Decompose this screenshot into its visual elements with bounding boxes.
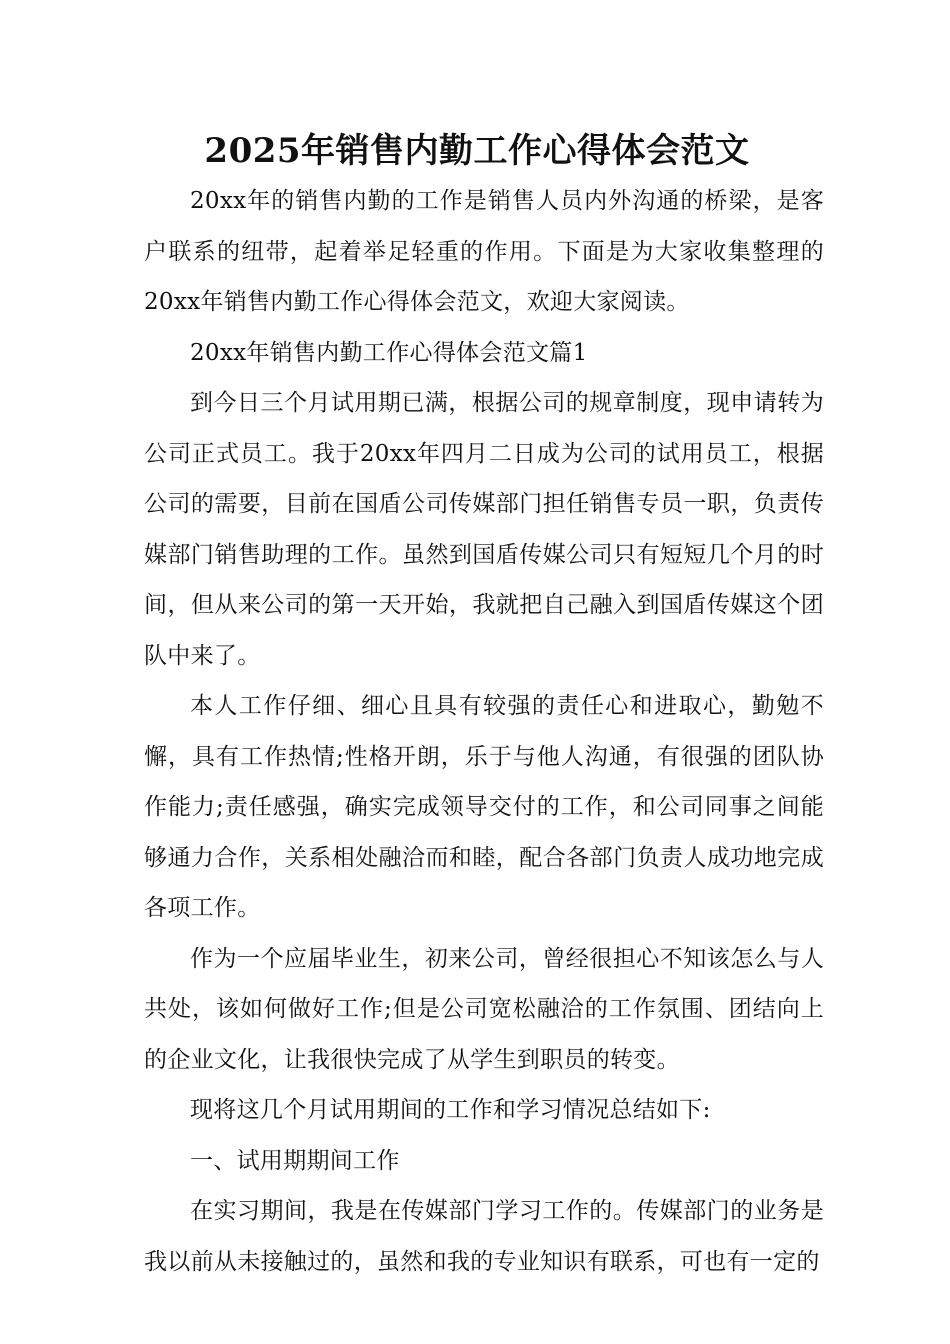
body-paragraph: 到今日三个月试用期已满，根据公司的规章制度，现申请转为公司正式员工。我于20xx年四月二日成为公司的试用员工，根据公司的需要，目前在国盾公司传媒部门担任销售专员一职，负责传媒部门销售助理的工作。虽然到国盾传媒公司只有短短几个月的时间，但从来公司的第一天开始，我就把自己融入到国盾传媒这个团队中来了。: [144, 390, 824, 669]
document-title: 2025年销售内勤工作心得体会范文: [204, 131, 750, 171]
body-paragraph: 现将这几个月试用期间的工作和学习情况总结如下:: [190, 1097, 711, 1123]
section-heading-probation-work: 一、试用期期间工作: [190, 1147, 400, 1174]
body-paragraph: 在实习期间，我是在传媒部门学习工作的。传媒部门的业务是我以前从未接触过的，虽然和我的专业知识有联系，可也有一定的: [144, 1198, 824, 1275]
body-paragraph: 作为一个应届毕业生，初来公司，曾经很担心不知该怎么与人共处，该如何做好工作;但是公司宽松融洽的工作氛围、团结向上的企业文化，让我很快完成了从学生到职员的转变。: [144, 945, 824, 1073]
intro-paragraph: 20xx年的销售内勤的工作是销售人员内外沟通的桥梁，是客户联系的纽带，起着举足轻重的作用。下面是为大家收集整理的20xx年销售内勤工作心得体会范文，欢迎大家阅读。: [144, 188, 824, 315]
section-heading-article-1: 20xx年销售内勤工作心得体会范文篇1: [190, 339, 588, 366]
body-paragraph: 本人工作仔细、细心且具有较强的责任心和进取心，勤勉不懈，具有工作热情;性格开朗，乐于与他人沟通，有很强的团队协作能力;责任感强，确实完成领导交付的工作，和公司同事之间能够通力合作，关系相处融洽而和睦，配合各部门负责人成功地完成各项工作。: [144, 693, 824, 921]
